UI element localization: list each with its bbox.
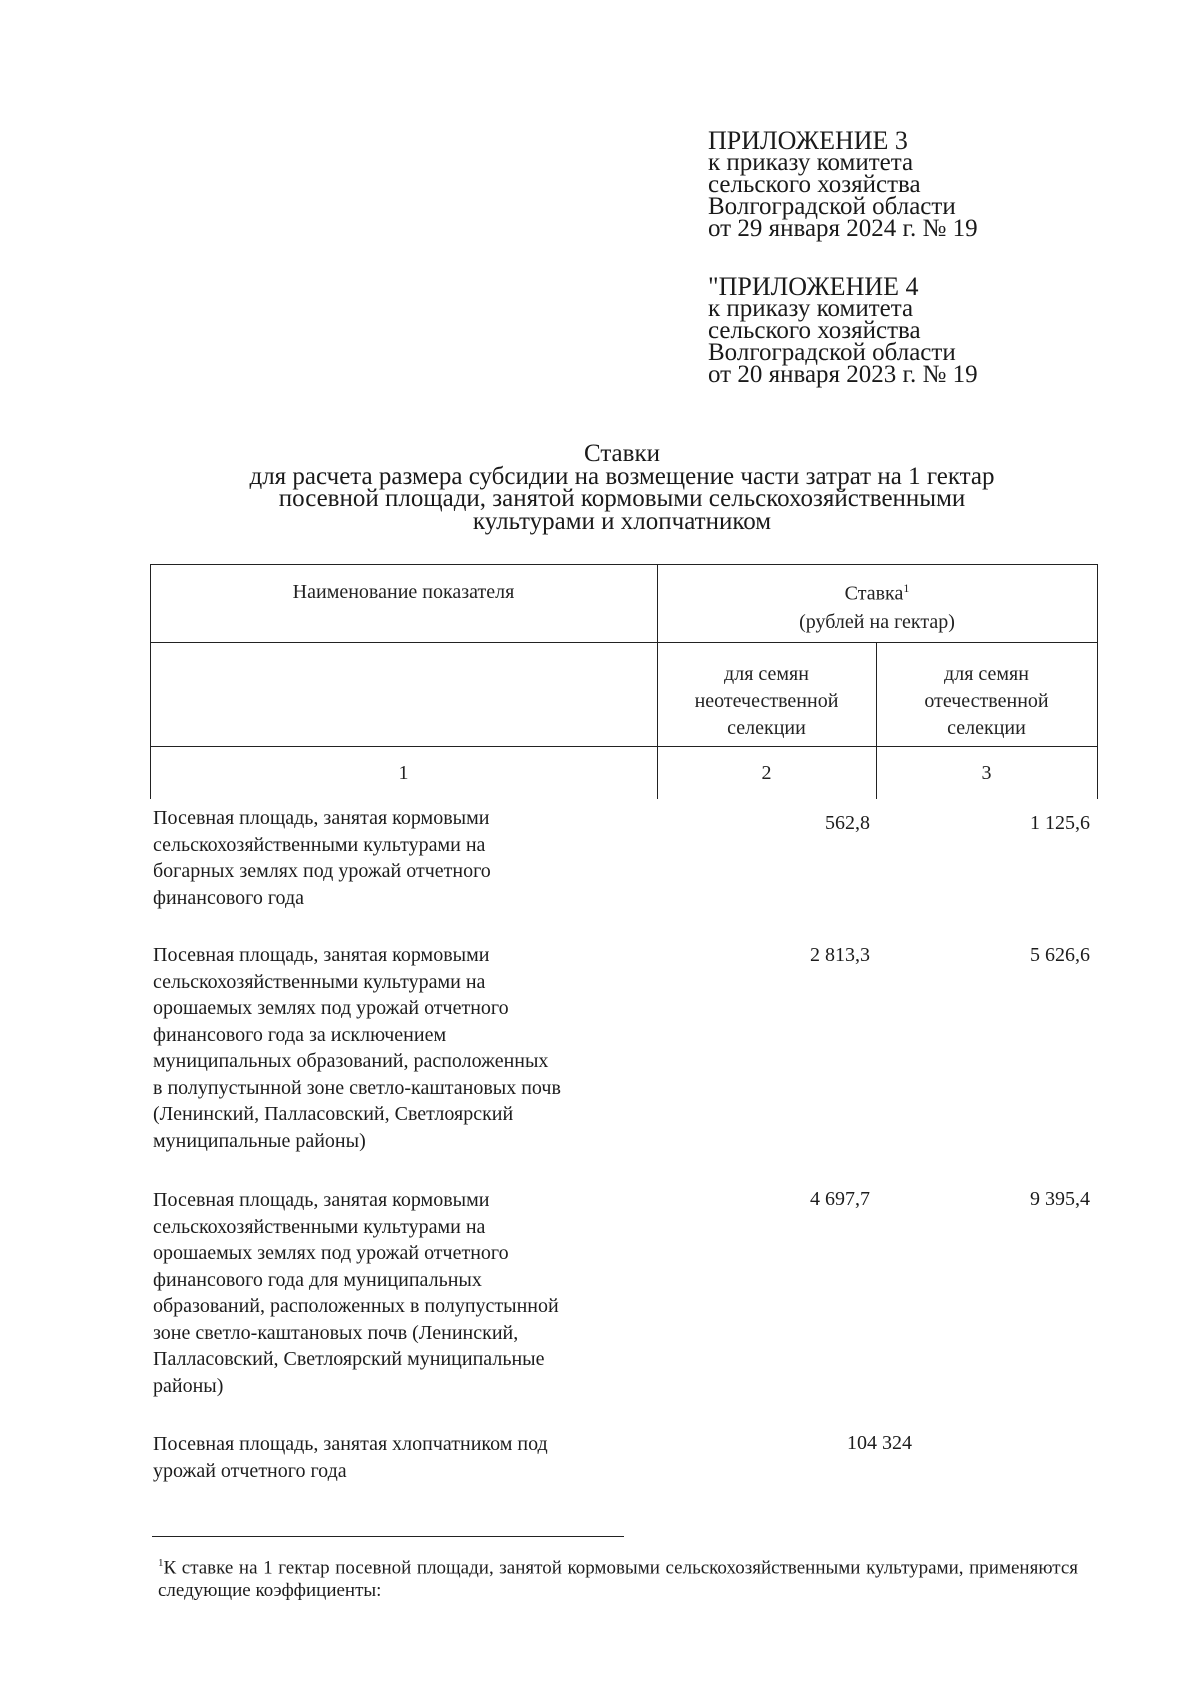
appendix-line: Волгоградской области xyxy=(708,339,956,366)
table-row-name: Посевная площадь, занятая кормовыми сельскохозяйственными культурами на орошаемых землях под урожай отчетного финансового года за исключением муниципальных образований, расположенных в полупустынной зоне светло-каштановых почв (Ленинский, Палласовский, Светлоярский муниципальные районы) xyxy=(153,944,561,1152)
appendix-title: "ПРИЛОЖЕНИЕ 4 xyxy=(708,272,919,301)
table-header-divider xyxy=(150,642,1098,643)
column-number-1: 1 xyxy=(398,762,409,784)
column-header-indicator: Наименование показателя xyxy=(292,581,515,603)
rate-unit: (рублей на гектар) xyxy=(799,611,955,633)
rate-value-foreign: 4 697,7 xyxy=(810,1188,870,1210)
appendix-line: сельского хозяйства xyxy=(708,317,921,344)
table-row-name: Посевная площадь, занятая кормовыми сельскохозяйственными культурами на орошаемых землях под урожай отчетного финансового года для муниципальных образований, расположенных в полупустынной зоне светло-каштановых почв (Ленинский, Палласовский, Светлоярский муниципальные районы) xyxy=(153,1189,559,1397)
title-line: посевной площади, занятой кормовыми сельскохозяйственными xyxy=(278,485,966,512)
table-row-name: Посевная площадь, занятая кормовыми сельскохозяйственными культурами на богарных землях под урожай отчетного финансового года xyxy=(153,807,491,909)
title-line: Ставки xyxy=(583,440,660,467)
footnote-ref: 1 xyxy=(903,581,910,595)
appendix-line: к приказу комитета xyxy=(708,295,914,322)
appendix-date: от 29 января 2024 г. № 19 xyxy=(708,215,978,242)
title-line: для расчета размера субсидии на возмещение части затрат на 1 гектар xyxy=(249,462,995,490)
table-subheader-divider xyxy=(150,746,1098,747)
subheader-foreign-seeds: для семян неотечественной селекции xyxy=(694,663,839,739)
appendix-header-3 xyxy=(708,126,978,242)
footnote xyxy=(158,1552,1078,1602)
rate-value-foreign: 562,8 xyxy=(825,812,870,834)
rate-value-foreign: 2 813,3 xyxy=(810,944,870,966)
rate-value-domestic: 1 125,6 xyxy=(1030,812,1090,834)
table-right-border xyxy=(1097,564,1098,799)
appendix-line: сельского хозяйства xyxy=(708,171,921,198)
footnote-marker: 1 xyxy=(158,1557,164,1569)
column-number-2: 2 xyxy=(761,762,772,784)
appendix-header-4 xyxy=(708,272,978,388)
footnote-text: К ставке на 1 гектар посевной площади, занятой кормовыми сельскохозяйственными культурами, применяются следующие коэффициенты: xyxy=(158,1557,1078,1602)
appendix-line: Волгоградской области xyxy=(708,193,956,220)
column-header-rate: Ставка$^1$ xyxy=(844,581,910,605)
rate-value-domestic: 9 395,4 xyxy=(1030,1188,1090,1210)
footnote-separator xyxy=(152,1536,624,1537)
document-title xyxy=(0,440,1200,535)
rate-value-domestic: 5 626,6 xyxy=(1030,944,1090,966)
title-line: культурами и хлопчатником xyxy=(472,507,772,535)
rate-value-cotton: 104 324 xyxy=(847,1432,912,1454)
table-top-border xyxy=(150,564,1098,565)
table-row-name: Посевная площадь, занятая хлопчатником под урожай отчетного года xyxy=(153,1433,548,1482)
appendix-line: к приказу комитета xyxy=(708,149,914,176)
appendix-date: от 20 января 2023 г. № 19 xyxy=(708,361,978,388)
column-number-3: 3 xyxy=(981,762,992,784)
subheader-domestic-seeds: для семян отечественной селекции xyxy=(924,663,1049,739)
appendix-title: ПРИЛОЖЕНИЕ 3 xyxy=(708,126,908,155)
